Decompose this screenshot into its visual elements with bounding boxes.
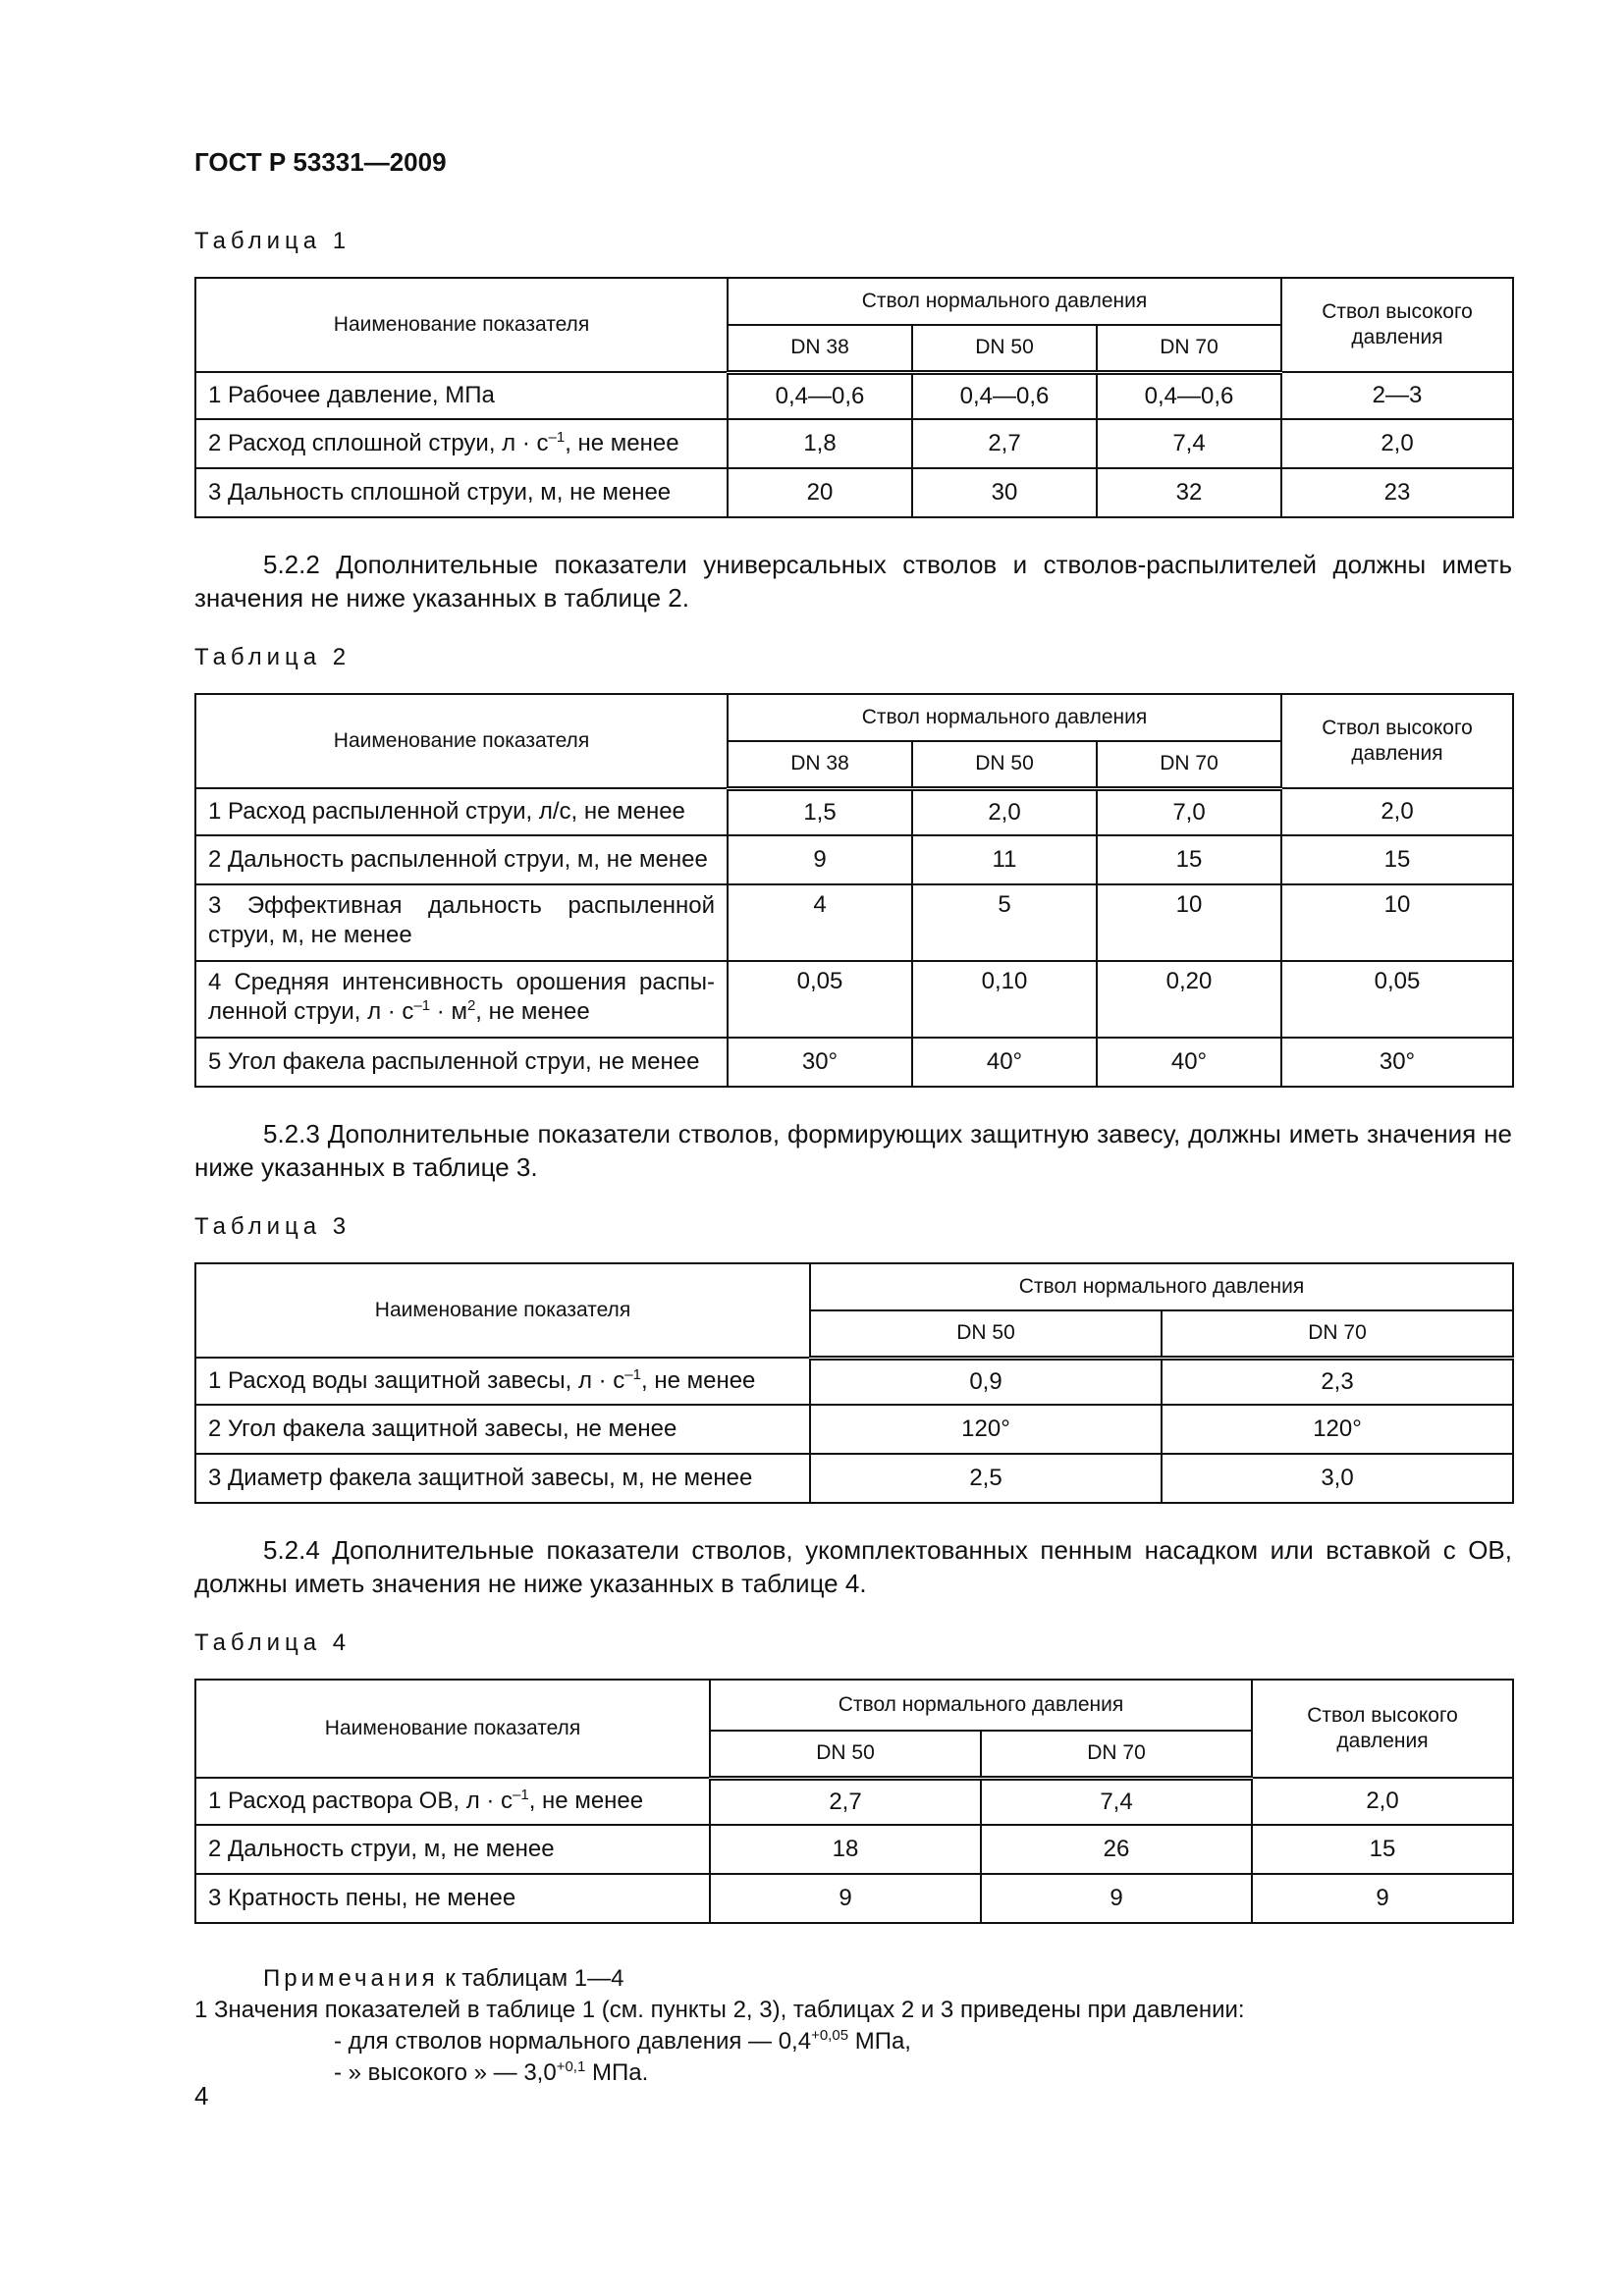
paragraph-5-2-4: 5.2.4 Дополнительные показатели стволов, укомплектованных пенным насадком или вставкой с ОВ, должны иметь значения не ниже указанных в таблице 4.: [194, 1535, 1512, 1598]
cell-value: 120°: [1162, 1405, 1513, 1454]
table3: [194, 1262, 1514, 1504]
cell-value: 26: [981, 1825, 1252, 1874]
table4-dn-header: DN 70: [981, 1731, 1252, 1778]
table-row: [195, 1825, 1513, 1874]
cell-value: 23: [1281, 468, 1513, 517]
cell-value: 10: [1097, 884, 1281, 961]
table-row: [195, 835, 1513, 884]
table-row: [195, 419, 1513, 468]
cell-value: 2—3: [1281, 372, 1513, 419]
cell-value: 40°: [912, 1038, 1097, 1087]
cell-value: 2,5: [810, 1454, 1162, 1503]
table4-col-high-header: Ствол высокого давления: [1252, 1680, 1513, 1778]
cell-value: 9: [981, 1874, 1252, 1923]
table4-col-name-header: Наименование показателя: [195, 1680, 710, 1778]
cell-value: 11: [912, 835, 1097, 884]
cell-value: 0,9: [810, 1358, 1162, 1405]
notes-title: Примечания к таблицам 1—4: [263, 1965, 624, 1992]
table-row: [195, 1778, 1513, 1825]
row-label: 1 Расход воды защитной завесы, $л \cdot с^{-1}$, не менее: [195, 1358, 810, 1405]
cell-value: 7,4: [1097, 419, 1281, 468]
cell-value: 30°: [728, 1038, 912, 1087]
row-label: 1 Расход распыленной струи, л/с, не менее: [195, 788, 728, 835]
table2-col-name-header: Наименование показателя: [195, 694, 728, 788]
table2-dn-header: DN 70: [1097, 741, 1281, 788]
table3-dn-header: DN 50: [810, 1310, 1162, 1358]
cell-value: 40°: [1097, 1038, 1281, 1087]
cell-value: 7,4: [981, 1778, 1252, 1825]
row-label: 2 Расход сплошной струи, $л \cdot с^{-1}$, не менее: [195, 419, 728, 468]
cell-value: 0,4—0,6: [1097, 372, 1281, 419]
table-row: [195, 1358, 1513, 1405]
table4-caption: Таблица 4: [194, 1629, 352, 1656]
cell-value: 2,0: [1281, 788, 1513, 835]
table-row: [195, 884, 1513, 961]
table-row: [195, 468, 1513, 517]
table2-caption: Таблица 2: [194, 644, 352, 670]
table3-col-normal-header: Ствол нормального давления: [810, 1263, 1513, 1310]
table1-dn-header: DN 38: [728, 325, 912, 372]
cell-value: 0,05: [1281, 961, 1513, 1038]
cell-value: 20: [728, 468, 912, 517]
table1-col-high-header: Ствол высокого давления: [1281, 278, 1513, 372]
row-label: 2 Дальность распыленной струи, м, не менее: [195, 835, 728, 884]
row-label: 1 Расход раствора ОВ, $л \cdot с^{-1}$, не менее: [195, 1778, 710, 1825]
cell-value: 0,05: [728, 961, 912, 1038]
cell-value: 18: [710, 1825, 981, 1874]
cell-value: 9: [710, 1874, 981, 1923]
cell-value: 5: [912, 884, 1097, 961]
row-label: 4 Средняя интенсивность орошения распы- ленной струи, $л \cdot с^{-1} \cdot м^2$, не менее: [195, 961, 728, 1038]
cell-value: 0,4—0,6: [912, 372, 1097, 419]
cell-value: 10: [1281, 884, 1513, 961]
cell-value: 4: [728, 884, 912, 961]
row-label: 2 Угол факела защитной завесы, не менее: [195, 1405, 810, 1454]
cell-value: 7,0: [1097, 788, 1281, 835]
cell-value: 9: [1252, 1874, 1513, 1923]
table4: [194, 1679, 1514, 1924]
table2-col-high-header: Ствол высокого давления: [1281, 694, 1513, 788]
table-row: [195, 1874, 1513, 1923]
notes-line: 1 Значения показателей в таблице 1 (см. пункты 2, 3), таблицах 2 и 3 приведены при давлении:: [194, 1997, 1245, 2023]
table1-col-normal-header: Ствол нормального давления: [728, 278, 1281, 325]
cell-value: 32: [1097, 468, 1281, 517]
cell-value: 15: [1252, 1825, 1513, 1874]
table2-dn-header: DN 38: [728, 741, 912, 788]
table-row: [195, 961, 1513, 1038]
cell-value: 30: [912, 468, 1097, 517]
table1-caption: Таблица 1: [194, 228, 352, 254]
table2-col-normal-header: Ствол нормального давления: [728, 694, 1281, 741]
cell-value: 0,10: [912, 961, 1097, 1038]
row-label: 3 Диаметр факела защитной завесы, м, не менее: [195, 1454, 810, 1503]
paragraph-5-2-3: 5.2.3 Дополнительные показатели стволов, формирующих защитную завесу, должны иметь значения не ниже указанных в таблице 3.: [194, 1119, 1512, 1182]
paragraph-5-2-2: 5.2.2 Дополнительные показатели универсальных стволов и стволов-распылителей должны иметь значения не ниже указанных в таблице 2.: [194, 550, 1512, 613]
cell-value: 15: [1281, 835, 1513, 884]
row-label: 3 Кратность пены, не менее: [195, 1874, 710, 1923]
table1-col-name-header: Наименование показателя: [195, 278, 728, 372]
page-number: 4: [194, 2081, 209, 2110]
table3-col-name-header: Наименование показателя: [195, 1263, 810, 1358]
table3-dn-header: DN 70: [1162, 1310, 1513, 1358]
cell-value: 1,5: [728, 788, 912, 835]
table4-col-normal-header: Ствол нормального давления: [710, 1680, 1252, 1731]
cell-value: 2,7: [710, 1778, 981, 1825]
table1-dn-header: DN 70: [1097, 325, 1281, 372]
notes-line: - » высокого » — $3,0^{+0,1}$ МПа.: [334, 2058, 649, 2086]
row-label: 3 Дальность сплошной струи, м, не менее: [195, 468, 728, 517]
table2: [194, 693, 1514, 1088]
row-label: 1 Рабочее давление, МПа: [195, 372, 728, 419]
table-notes: [194, 1963, 1245, 2089]
cell-value: 2,0: [1252, 1778, 1513, 1825]
cell-value: 1,8: [728, 419, 912, 468]
cell-value: 0,20: [1097, 961, 1281, 1038]
row-label: 5 Угол факела распыленной струи, не менее: [195, 1038, 728, 1087]
cell-value: 2,0: [912, 788, 1097, 835]
notes-line: - для стволов нормального давления — $0,4^{+0,05}$ МПа,: [334, 2027, 911, 2055]
cell-value: 2,7: [912, 419, 1097, 468]
table4-dn-header: DN 50: [710, 1731, 981, 1778]
row-label: 3 Эффективная дальность распыленной струи, м, не менее: [195, 884, 728, 961]
row-label: 2 Дальность струи, м, не менее: [195, 1825, 710, 1874]
cell-value: 15: [1097, 835, 1281, 884]
table-row: [195, 1454, 1513, 1503]
cell-value: 0,4—0,6: [728, 372, 912, 419]
cell-value: 2,0: [1281, 419, 1513, 468]
table-row: [195, 788, 1513, 835]
table-row: [195, 372, 1513, 419]
table3-caption: Таблица 3: [194, 1213, 352, 1240]
cell-value: 9: [728, 835, 912, 884]
cell-value: 120°: [810, 1405, 1162, 1454]
table2-dn-header: DN 50: [912, 741, 1097, 788]
document-header: ГОСТ Р 53331—2009: [194, 147, 447, 177]
table1-dn-header: DN 50: [912, 325, 1097, 372]
table1: [194, 277, 1514, 518]
table-row: [195, 1038, 1513, 1087]
table-row: [195, 1405, 1513, 1454]
cell-value: 30°: [1281, 1038, 1513, 1087]
cell-value: 3,0: [1162, 1454, 1513, 1503]
cell-value: 2,3: [1162, 1358, 1513, 1405]
